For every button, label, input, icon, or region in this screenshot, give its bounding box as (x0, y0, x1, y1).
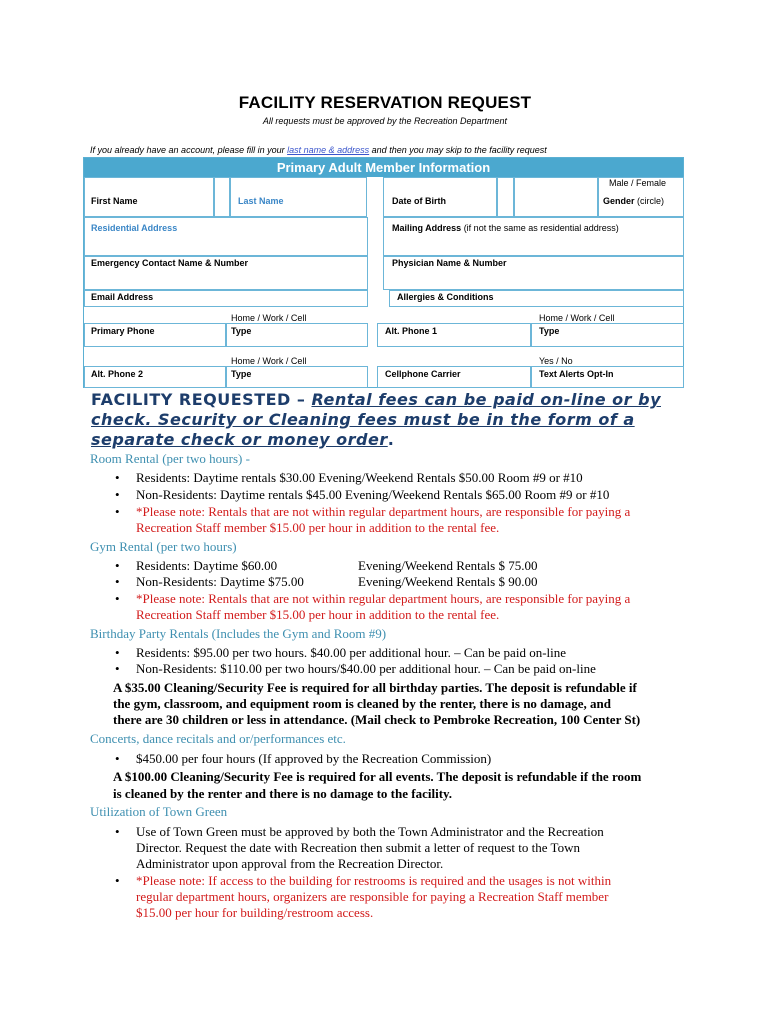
primary-phone-label: Primary Phone (91, 326, 155, 336)
text-alerts-label: Text Alerts Opt-In (539, 369, 614, 379)
bullet-icon: • (115, 487, 120, 502)
alt-phone-1-type-hint: Home / Work / Cell (539, 313, 615, 323)
dob-cell-3 (514, 177, 598, 217)
bullet-icon: • (115, 574, 120, 589)
birthday-fee-line3: there are 30 children or less in attendance. (Mail check to Pembroke Recreation, 100 Center St) (113, 712, 641, 727)
bullet-icon: • (115, 591, 120, 606)
cellphone-carrier-label: Cellphone Carrier (385, 369, 461, 379)
mailing-address-text: Mailing Address (392, 223, 462, 233)
bullet-icon: • (115, 873, 120, 888)
gym-rental-note: *Please note: Rentals that are not within regular department hours, are responsible for paying a (136, 591, 631, 606)
bullet-icon: • (115, 645, 120, 660)
page-subtitle: All requests must be approved by the Recreation Department (262, 116, 508, 126)
room-rental-note: *Please note: Rentals that are not within regular department hours, are responsible for paying a (136, 504, 631, 519)
alt-phone-2-label: Alt. Phone 2 (91, 369, 144, 379)
facility-heading-line1: Rental fees can be paid on-line or by (311, 390, 661, 409)
dob-label: Date of Birth (392, 196, 446, 206)
gender-label (603, 196, 664, 206)
gym-rental-residents-evening: Evening/Weekend Rentals $ 75.00 (358, 558, 538, 573)
email-label: Email Address (91, 292, 154, 302)
last-name-address-link[interactable]: last name & address (287, 145, 370, 155)
birthday-residents: Residents: $95.00 per two hours. $40.00 per additional hour. – Can be paid on-line (136, 645, 567, 660)
gym-rental-residents: Residents: Daytime $60.00 (136, 558, 278, 573)
birthday-nonresidents: Non-Residents: $110.00 per two hours/$40.00 per additional hour. – Can be paid on-line (136, 661, 596, 676)
concerts-title: Concerts, dance recitals and or/performances etc. (90, 731, 346, 746)
last-name-label: Last Name (238, 196, 284, 206)
alt-phone-1-label: Alt. Phone 1 (385, 326, 438, 336)
account-note-before: If you already have an account, please fill in your (90, 145, 288, 155)
bullet-icon: • (115, 751, 120, 766)
residential-address-label: Residential Address (91, 223, 178, 233)
bullet-icon: • (115, 470, 120, 485)
allergies-label: Allergies & Conditions (397, 292, 494, 302)
facility-heading-line2: check. Security or Cleaning fees must be in the form of a (91, 410, 635, 429)
bullet-icon: • (115, 661, 120, 676)
concerts-fee-line1: A $100.00 Cleaning/Security Fee is required for all events. The deposit is refundable if the room (113, 769, 642, 784)
birthday-fee-line1: A $35.00 Cleaning/Security Fee is required for all birthday parties. The deposit is refundable if (113, 680, 637, 695)
concerts-fee-line2: is cleaned by the renter and there is no damage to the facility. (113, 786, 453, 801)
mailing-address-note: (if not the same as residential address) (461, 223, 619, 233)
town-green-line2: Director. Request the date with Recreation then submit a letter of request to the Town (136, 840, 580, 855)
dob-cell-2 (497, 177, 514, 217)
gym-rental-nonresidents-evening: Evening/Weekend Rentals $ 90.00 (358, 574, 538, 589)
room-rental-title: Room Rental (per two hours) - (90, 451, 250, 466)
name-spacer-cell (214, 177, 230, 217)
town-green-note1: *Please note: If access to the building for restrooms is required and the usages is not within (136, 873, 612, 888)
male-female-label: Male / Female (609, 178, 667, 188)
first-name-label: First Name (91, 196, 138, 206)
bullet-icon: • (115, 504, 120, 519)
facility-heading-end: . (387, 430, 395, 449)
alt-phone-2-type-label: Type (231, 369, 252, 379)
room-rental-note-cont: Recreation Staff member $15.00 per hour in addition to the rental fee. (136, 520, 500, 535)
account-note (90, 145, 547, 155)
facility-heading-line3: separate check or money order (91, 430, 388, 449)
facility-heading-prefix: FACILITY REQUESTED – (91, 390, 312, 409)
yes-no-hint: Yes / No (539, 356, 573, 366)
mailing-address-label (392, 223, 619, 233)
room-rental-residents: Residents: Daytime rentals $30.00 Evening/Weekend Rentals $50.00 Room #9 or #10 (136, 470, 583, 485)
account-note-after: and then you may skip to the facility request (369, 145, 547, 155)
town-green-line1: Use of Town Green must be approved by both the Town Administrator and the Recreation (136, 824, 604, 839)
town-green-note2: regular department hours, organizers are responsible for paying a Recreation Staff member (136, 889, 609, 904)
birthday-fee-line2: the gym, classroom, and equipment room is cleaned by the renter, there is no damage, and (113, 696, 611, 711)
birthday-rental-title: Birthday Party Rentals (Includes the Gym and Room #9) (90, 626, 387, 641)
physician-label: Physician Name & Number (392, 258, 507, 268)
gym-rental-title: Gym Rental (per two hours) (90, 539, 237, 554)
concerts-price: $450.00 per four hours (If approved by the Recreation Commission) (136, 751, 492, 766)
room-rental-nonresidents: Non-Residents: Daytime rentals $45.00 Evening/Weekend Rentals $65.00 Room #9 or #10 (136, 487, 610, 502)
bullet-icon: • (115, 824, 120, 839)
gym-rental-nonresidents: Non-Residents: Daytime $75.00 (136, 574, 304, 589)
facility-requested-heading (91, 390, 671, 450)
town-green-line3: Administrator upon approval from the Recreation Director. (136, 856, 444, 871)
town-green-note3: $15.00 per hour for building/restroom access. (136, 905, 374, 920)
primary-phone-type-label: Type (231, 326, 252, 336)
gym-rental-note-cont: Recreation Staff member $15.00 per hour in addition to the rental fee. (136, 607, 500, 622)
bullet-icon: • (115, 558, 120, 573)
page-title: FACILITY RESERVATION REQUEST (238, 93, 532, 112)
gender-text: Gender (603, 196, 635, 206)
form-header: Primary Adult Member Information (84, 158, 683, 177)
alt-phone-2-type-hint: Home / Work / Cell (231, 356, 307, 366)
gender-note: (circle) (634, 196, 665, 206)
alt-phone-1-type-label: Type (539, 326, 560, 336)
emergency-contact-label: Emergency Contact Name & Number (91, 258, 249, 268)
town-green-title: Utilization of Town Green (90, 804, 228, 819)
primary-phone-type-hint: Home / Work / Cell (231, 313, 307, 323)
